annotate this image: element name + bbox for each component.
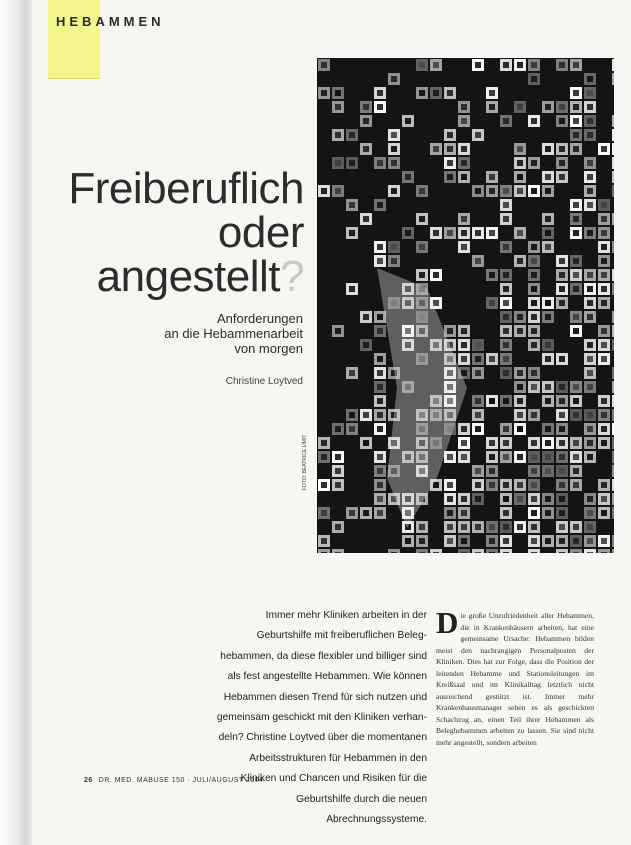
page-binding-shadow — [0, 0, 32, 845]
article-intro: Immer mehr Kliniken arbeiten in der Geburtshilfe mit freiberuflichen Beleg-hebammen, da diese flexibler und billiger sind als fest angestellte Hebammen. Wie können Hebammen diesen Trend für sich nutzen und gemeinsam geschickt mit den Kliniken verhan-deln? Christine Loytved über die momentanen Arbeitsstrukturen für Hebammen in den Kliniken und Chancen und Risiken für die Geburtshilfe durch die neuen Abrechnungssysteme. — [216, 610, 427, 826]
body-text: ie große Unzufriedenheit aller Hebammen, die in Krankenhäusern arbeiten, hat eine gemeinsame Ursache: Hebammen bilden meist den nachrangigen Personalposten der Kliniken. Dies hat zur Folge, dass die Position der leitenden Hebamme und Stationsleitungen im Kreißsaal und im Klinikalltag letztlich nicht ausreichend gestützt ist. Immer mehr Krankenhausmanager sehen es als geschickten Schachzug an, einen Teil ihrer Hebammen als Beleghebammen arbeiten zu lassen. Sie sind nicht mehr angestellt, sondern arbeiten — [436, 611, 594, 747]
subtitle-line-3: von morgen — [234, 341, 303, 356]
article-title — [68, 164, 304, 301]
body-column — [436, 605, 594, 748]
photo-credit: FOTO: BEATRICE LIMIT — [302, 434, 308, 490]
title-line-2: oder — [217, 208, 304, 257]
beaded-fabric-image — [317, 58, 614, 553]
page-footer — [84, 777, 264, 784]
title-question-mark: ? — [280, 252, 304, 301]
title-line-3-text: angestellt — [96, 252, 281, 301]
title-line-1: Freiberuflich — [68, 164, 304, 213]
publication-info: DR. MED. MABUSE 150 · JULI/AUGUST 2004 — [98, 777, 264, 784]
section-label: HEBAMMEN — [56, 14, 165, 29]
subtitle-line-1: Anforderungen — [216, 311, 303, 326]
article-photo — [317, 58, 614, 553]
title-line-3 — [68, 252, 304, 301]
article-subtitle — [164, 311, 303, 356]
drop-cap: D — [436, 605, 459, 640]
subtitle-line-2: an die Hebammenarbeit — [164, 326, 303, 341]
yellow-tab-marker — [48, 0, 100, 79]
article-author: Christine Loytved — [225, 376, 303, 387]
page-number: 26 — [84, 777, 93, 784]
